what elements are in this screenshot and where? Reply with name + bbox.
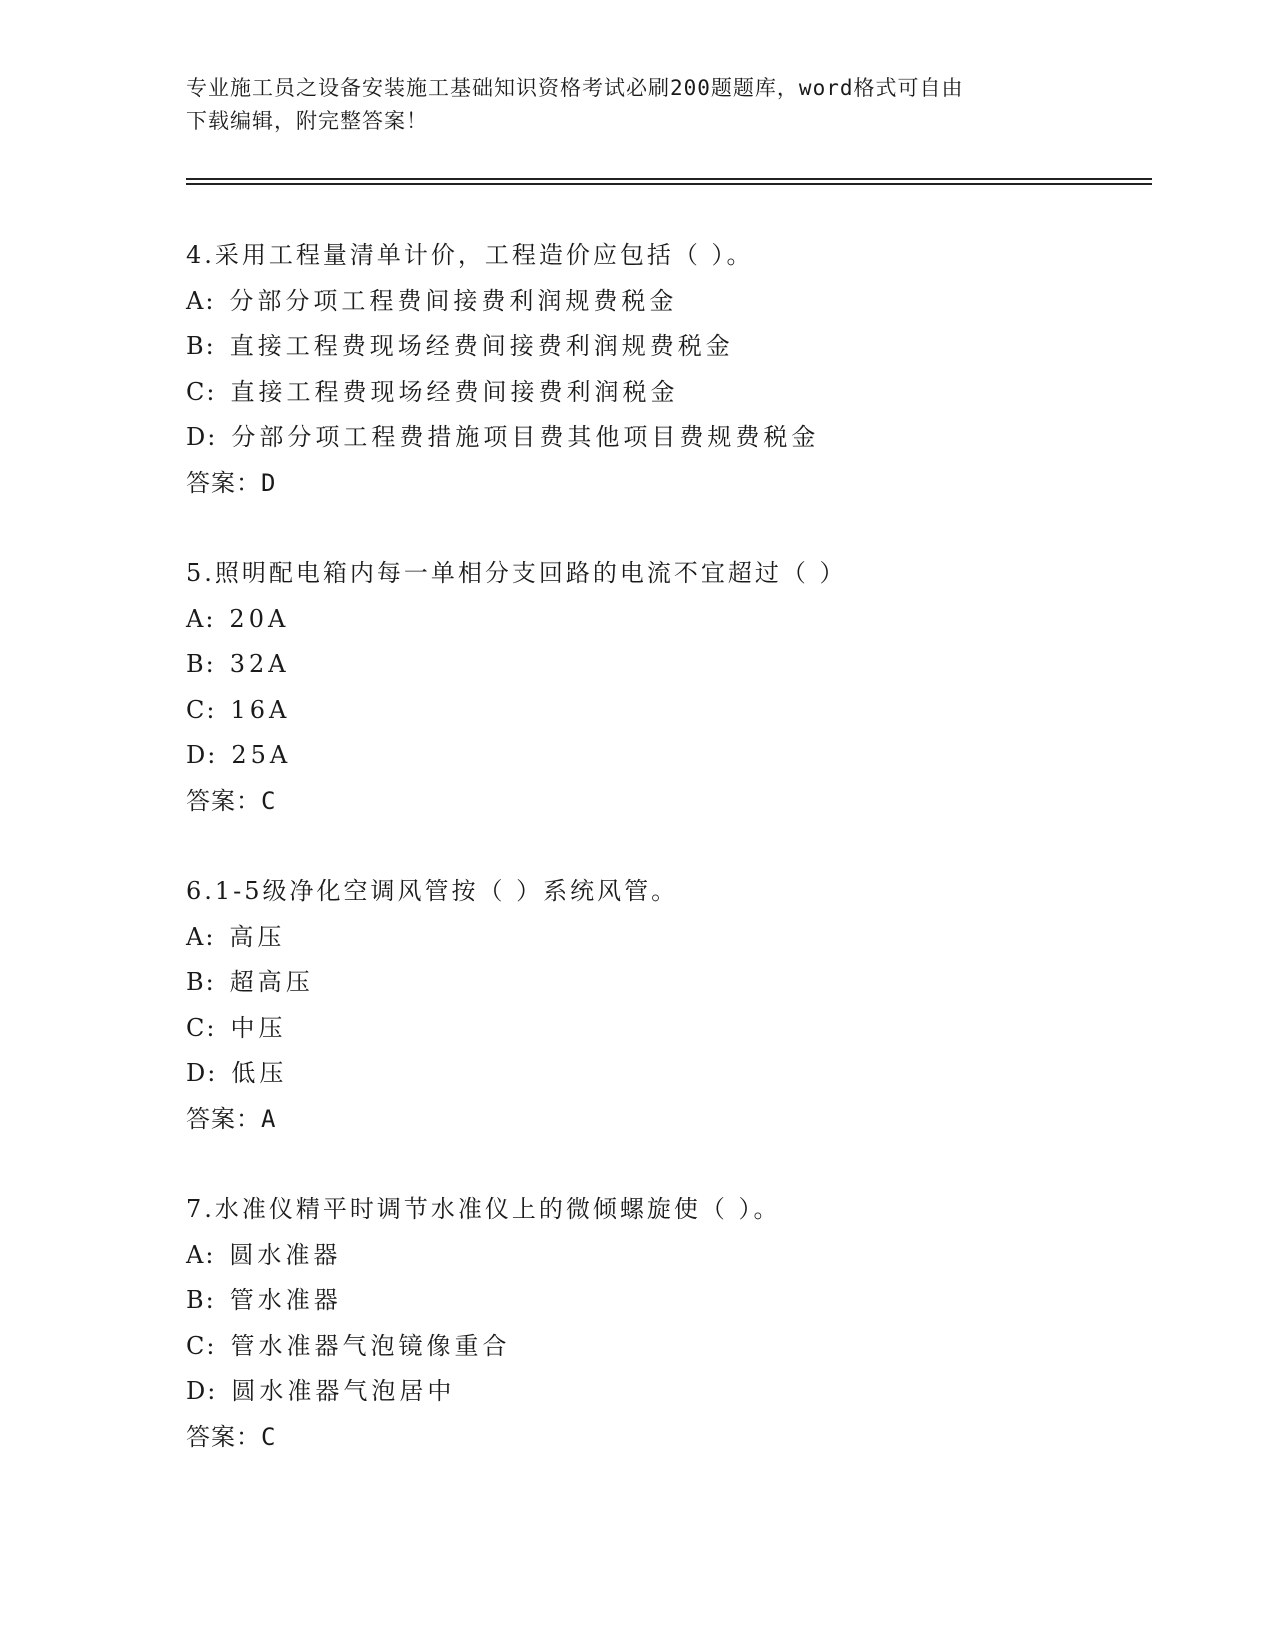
answer-label: 答案： bbox=[186, 1104, 261, 1133]
option-key: C: bbox=[186, 1331, 217, 1360]
option-a bbox=[186, 1233, 1146, 1279]
answer-value: D bbox=[261, 468, 277, 497]
option-text: 圆水准器气泡居中 bbox=[231, 1377, 456, 1406]
option-c bbox=[186, 1006, 1146, 1052]
option-a bbox=[186, 597, 1146, 643]
answer-line bbox=[186, 1097, 1146, 1143]
option-d bbox=[186, 1051, 1146, 1097]
question-block bbox=[186, 1187, 1146, 1461]
option-text: 分部分项工程费间接费利润规费税金 bbox=[229, 286, 678, 315]
option-a bbox=[186, 915, 1146, 961]
question-stem: 7.水准仪精平时调节水准仪上的微倾螺旋使（ ）。 bbox=[186, 1195, 781, 1223]
option-key: C: bbox=[186, 1013, 217, 1042]
header-line-1: 专业施工员之设备安装施工基础知识资格考试必刷200题题库，word格式可自由 bbox=[186, 76, 964, 100]
question-block bbox=[186, 233, 1146, 507]
option-c bbox=[186, 688, 1146, 734]
option-key: A: bbox=[186, 604, 216, 633]
option-key: C: bbox=[186, 695, 217, 724]
option-c bbox=[186, 1324, 1146, 1370]
option-text: 分部分项工程费措施项目费其他项目费规费税金 bbox=[231, 423, 820, 452]
option-key: B: bbox=[186, 650, 216, 679]
answer-label: 答案： bbox=[186, 468, 261, 497]
answer-line bbox=[186, 779, 1146, 825]
answer-label: 答案： bbox=[186, 1422, 261, 1451]
answer-value: C bbox=[261, 786, 277, 815]
option-key: A: bbox=[186, 922, 216, 951]
option-c bbox=[186, 370, 1146, 416]
option-text: 直接工程费现场经费间接费利润税金 bbox=[230, 377, 679, 406]
option-text: 管水准器气泡镜像重合 bbox=[230, 1331, 511, 1360]
option-d bbox=[186, 733, 1146, 779]
option-key: B: bbox=[186, 1286, 216, 1315]
header-line-2: 下载编辑，附完整答案！ bbox=[186, 109, 428, 133]
option-b bbox=[186, 324, 1146, 370]
option-d bbox=[186, 415, 1146, 461]
question-block bbox=[186, 551, 1146, 825]
answer-value: A bbox=[261, 1104, 277, 1133]
question-block bbox=[186, 869, 1146, 1143]
option-text: 20A bbox=[229, 604, 290, 633]
option-text: 25A bbox=[231, 741, 292, 770]
answer-line bbox=[186, 1415, 1146, 1461]
option-key: D: bbox=[186, 1059, 218, 1088]
option-text: 超高压 bbox=[229, 968, 314, 997]
option-text: 低压 bbox=[231, 1059, 288, 1088]
answer-label: 答案： bbox=[186, 786, 261, 815]
option-d bbox=[186, 1369, 1146, 1415]
option-key: C: bbox=[186, 377, 217, 406]
answer-line bbox=[186, 461, 1146, 507]
question-stem: 4.采用工程量清单计价，工程造价应包括（ ）。 bbox=[186, 241, 754, 269]
option-key: D: bbox=[186, 1377, 218, 1406]
header-divider-top bbox=[186, 178, 1152, 180]
header-divider-bottom bbox=[186, 183, 1152, 185]
option-b bbox=[186, 960, 1146, 1006]
option-key: A: bbox=[186, 1240, 216, 1269]
option-key: D: bbox=[186, 741, 218, 770]
option-key: B: bbox=[186, 332, 216, 361]
option-text: 中压 bbox=[230, 1013, 287, 1042]
option-text: 16A bbox=[230, 695, 291, 724]
option-text: 高压 bbox=[229, 922, 286, 951]
option-a bbox=[186, 279, 1146, 325]
option-text: 直接工程费现场经费间接费利润规费税金 bbox=[229, 332, 734, 361]
option-b bbox=[186, 642, 1146, 688]
option-text: 圆水准器 bbox=[229, 1240, 342, 1269]
option-text: 管水准器 bbox=[229, 1286, 342, 1315]
question-stem: 6.1-5级净化空调风管按（ ）系统风管。 bbox=[186, 877, 679, 905]
option-key: B: bbox=[186, 968, 216, 997]
option-text: 32A bbox=[229, 650, 290, 679]
answer-value: C bbox=[261, 1422, 277, 1451]
option-b bbox=[186, 1278, 1146, 1324]
question-stem: 5.照明配电箱内每一单相分支回路的电流不宜超过（ ） bbox=[186, 559, 847, 587]
option-key: D: bbox=[186, 423, 218, 452]
option-key: A: bbox=[186, 286, 216, 315]
document-header bbox=[186, 72, 1066, 138]
